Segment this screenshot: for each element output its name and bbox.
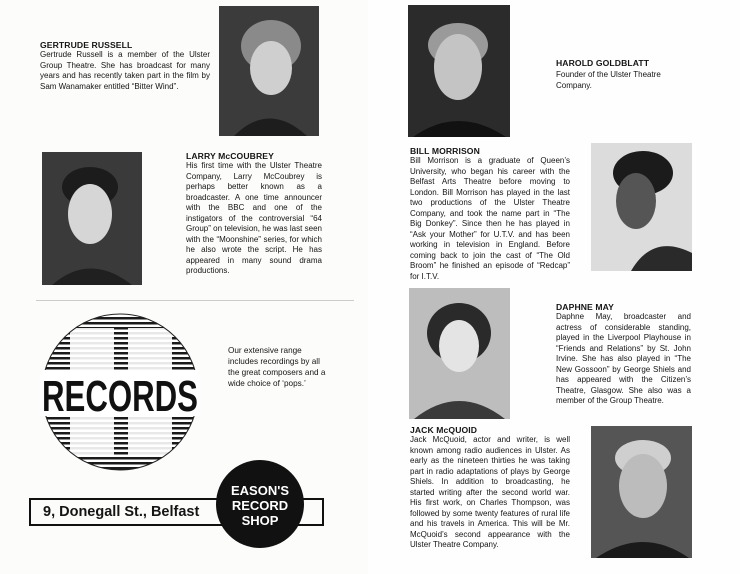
records-logo <box>40 312 200 472</box>
morrison-bio: Bill Morrison is a graduate of Queen’s University, who began his career with the Belfast Arts Theatre before moving to London. Bill Morrison has played in the last two productions of the Ulster Theatre Company, and took the name part in “The Big Donkey”. Since then he has played in “Ask your Mother” for U.T.V. and has been working in television in England. Before coming back to join the cast of “The Old Broom” he finished an episode of “Redcap” for I.T.V. <box>410 156 570 281</box>
goldblatt-photo <box>408 5 510 137</box>
mcquoid-bio: Jack McQuoid, actor and writer, is well known among radio audiences in Ulster. As early as the nineteen thirties he was taking part in radio adaptations of plays by George Shiels. In addition to broadcasting, he started writing after the second world war. His first work, on Charles Thompson, was followed by some twenty features of rural life and his travels in America. This will be Mr. McQuoid’s second appearance with the Ulster Theatre Company. <box>410 435 570 549</box>
shop-line-3: SHOP <box>241 513 279 528</box>
page-divider <box>36 300 354 301</box>
russell-bio: Gertrude Russell is a member of the Ulster Group Theatre. She has broadcast for many years and has recently taken part in the film by Sam Wanamaker entitled “Bitter Wind”. <box>40 50 210 91</box>
may-bio: Daphne May, broadcaster and actress of considerable standing, played in the Liverpool Playhouse in “Friends and Relations” by St. John Irvine. She has also played in “The New Gossoon” by George Shiels and has appeared with the Citizen’s Theatre, Glasgow. She also was a member of the Group Theatre. <box>556 312 691 405</box>
left-page <box>0 0 368 574</box>
goldblatt-bio: Founder of the Ulster Theatre Company. <box>556 70 661 90</box>
may-name: DAPHNE MAY <box>556 302 614 312</box>
mcquoid-photo <box>591 426 692 558</box>
russell-photo <box>219 6 319 136</box>
records-promo-text: Our extensive range includes recordings by all the great composers and a wide choice of ‘pops.’ <box>228 346 326 388</box>
easons-record-shop-badge <box>216 460 304 548</box>
mcquoid-name: JACK McQUOID <box>410 425 478 435</box>
morrison-name: BILL MORRISON <box>410 146 480 156</box>
russell-name: GERTRUDE RUSSELL <box>40 40 133 50</box>
mccoubrey-name: LARRY McCOUBREY <box>186 151 274 161</box>
shop-address: 9, Donegall St., Belfast <box>29 498 324 526</box>
right-page <box>368 0 740 574</box>
mccoubrey-bio: His first time with the Ulster Theatre Company, Larry McCoubrey is perhaps better known as a broadcaster. A one time announcer with the BBC and one of the instigators of the controversial “64 Group” on television, he was last seen with the “Moonshine” series, for which he also wrote the script. He has appeared in many sound drama productions. <box>186 161 322 275</box>
shop-line-2: RECORD <box>231 498 289 513</box>
shop-line-1: EASON'S <box>231 483 289 498</box>
goldblatt-name: HAROLD GOLDBLATT <box>556 58 650 68</box>
mccoubrey-photo <box>42 152 142 285</box>
morrison-photo <box>591 143 692 271</box>
may-photo <box>409 288 510 419</box>
records-logo-text: RECORDS <box>42 372 198 421</box>
